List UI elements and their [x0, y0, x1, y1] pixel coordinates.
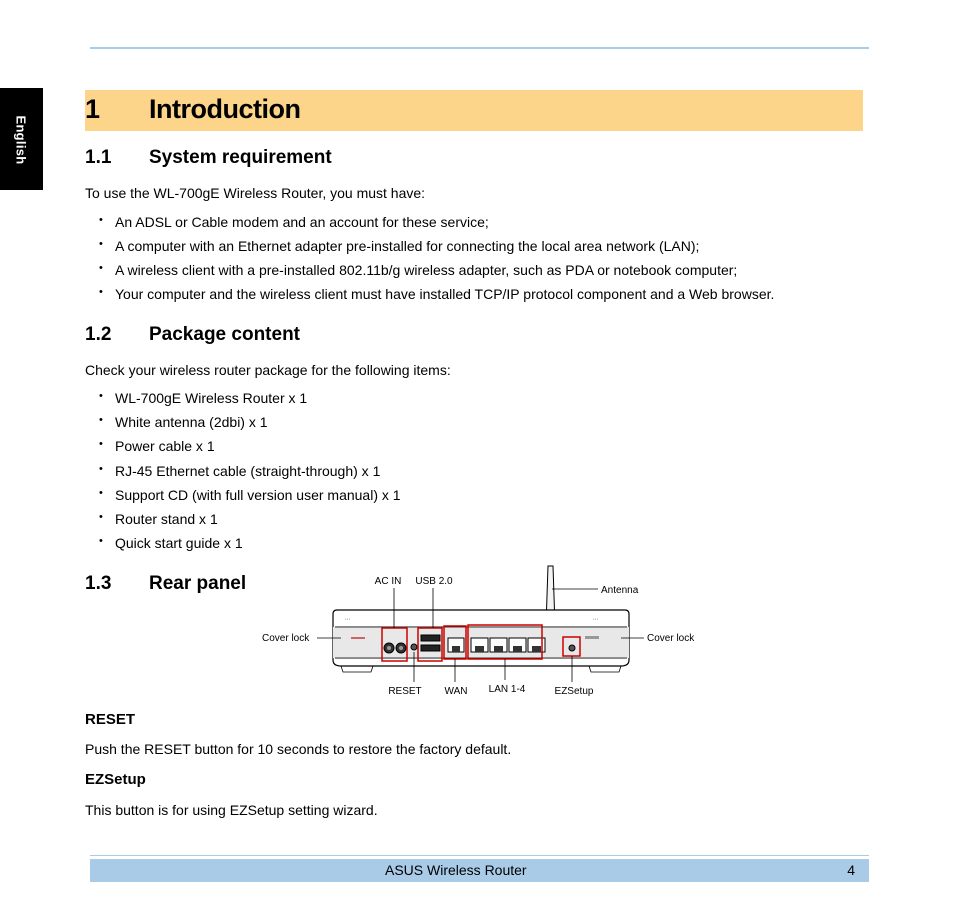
- svg-text:▪ ▪ ▪: ▪ ▪ ▪: [593, 617, 598, 621]
- section-title: Package content: [149, 324, 300, 345]
- label-wan: WAN: [444, 686, 468, 697]
- list-item: • WL-700gE Wireless Router x 1: [85, 390, 401, 414]
- package-content-list: [85, 390, 401, 559]
- list-item: • Router stand x 1: [85, 511, 401, 535]
- reset-heading: RESET: [85, 711, 136, 728]
- system-requirement-list: [85, 214, 774, 310]
- package-content-intro: Check your wireless router package for the following items:: [85, 362, 451, 378]
- label-ac-in: AC IN: [374, 576, 402, 587]
- ezsetup-description: This button is for using EZSetup setting wizard.: [85, 802, 378, 818]
- label-ezsetup: EZSetup: [554, 686, 594, 697]
- reset-button-icon: [411, 644, 417, 650]
- list-item: • RJ-45 Ethernet cable (straight-through) x 1: [85, 463, 401, 487]
- label-usb: USB 2.0: [415, 576, 453, 587]
- svg-text:▪ ▪ ▪: ▪ ▪ ▪: [345, 617, 350, 621]
- chapter-title: Introduction: [149, 94, 301, 124]
- top-rule: [90, 47, 869, 49]
- label-lan: LAN 1-4: [488, 684, 526, 695]
- label-antenna: Antenna: [601, 585, 639, 596]
- section-heading-rear-panel: [85, 573, 247, 595]
- list-item: • Support CD (with full version user manual) x 1: [85, 487, 401, 511]
- rear-panel-diagram: [255, 560, 715, 710]
- list-item: • An ADSL or Cable modem and an account for these service;: [85, 214, 774, 238]
- label-cover-lock-right: Cover lock: [647, 633, 695, 644]
- list-item: • Power cable x 1: [85, 438, 401, 462]
- list-item: • Your computer and the wireless client must have installed TCP/IP protocol component and a Web browser.: [85, 286, 774, 310]
- section-heading-package-content: [85, 324, 300, 346]
- language-tab-label: English: [13, 115, 29, 165]
- reset-description: Push the RESET button for 10 seconds to restore the factory default.: [85, 741, 512, 757]
- list-item: • Quick start guide x 1: [85, 535, 401, 559]
- list-item: • A computer with an Ethernet adapter pre-installed for connecting the local area network (LAN);: [85, 238, 774, 262]
- list-item: • A wireless client with a pre-installed 802.11b/g wireless adapter, such as PDA or notebook computer;: [85, 262, 774, 286]
- list-item: • White antenna (2dbi) x 1: [85, 414, 401, 438]
- usb-port: [421, 645, 440, 651]
- usb-port: [421, 635, 440, 641]
- chapter-number: 1: [85, 94, 100, 124]
- footer-rule: [90, 855, 869, 856]
- section-title: System requirement: [149, 147, 332, 168]
- footer: [90, 859, 869, 882]
- label-reset: RESET: [388, 686, 422, 697]
- system-requirement-intro: To use the WL-700gE Wireless Router, you must have:: [85, 185, 426, 201]
- section-title: Rear panel: [149, 573, 247, 594]
- footer-title: ASUS Wireless Router: [385, 862, 527, 878]
- ezsetup-heading: EZSetup: [85, 771, 146, 788]
- section-number: 1.2: [85, 324, 112, 345]
- chapter-heading: [85, 90, 863, 131]
- language-tab: [0, 88, 43, 190]
- section-number: 1.3: [85, 573, 112, 594]
- section-number: 1.1: [85, 147, 112, 168]
- label-cover-lock-left: Cover lock: [262, 633, 310, 644]
- section-heading-system-requirement: [85, 147, 332, 169]
- ezsetup-button-icon: [569, 645, 575, 651]
- page-number: 4: [847, 862, 855, 878]
